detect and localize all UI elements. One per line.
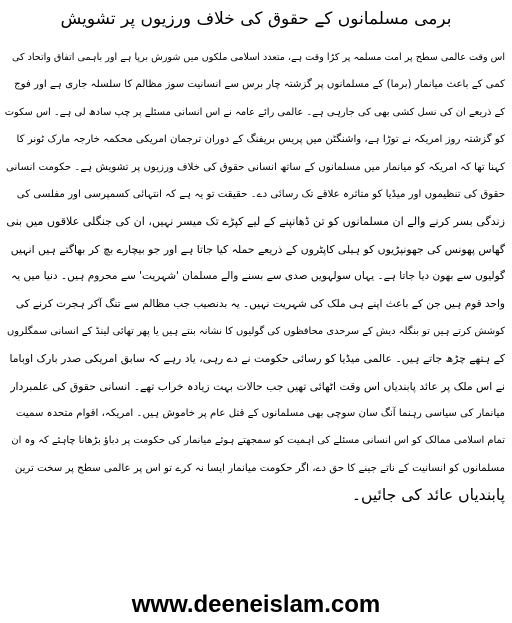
article-line: پابندیاں عائد کی جائیں۔ — [351, 486, 505, 505]
article-line: تمام اسلامی ممالک کو اس انسانی مسئلے کی اہمیت کو سمجھتے ہوئے میانمار کی حکومت پر دباؤ بڑھانا چاہئے کہ وہ ان — [11, 435, 505, 447]
article-line: کوشش کرتے ہیں تو بنگلہ دیش کے سرحدی محافظوں کی گولیوں کا نشانہ بنتے ہیں یا پھر تھائی لینڈ کے انسانی سمگلروں — [6, 325, 505, 337]
website-url: www.deeneislam.com — [131, 591, 381, 618]
article-line: مسلمانوں کو انسانیت کے ناتے جینے کا حق دے، اگر حکومت میانمار ایسا نہ کرے تو اس پر عالمی سطح پر سخت ترین — [14, 462, 505, 474]
article-line: میانمار کی سیاسی رہنما آنگ سان سوچی بھی مسلمانوں کے قتل عام پر خاموش ہیں۔ امریکہ، اقوام متحدہ سمیت — [15, 408, 505, 420]
article-line: گھاس پھونس کی جھونپڑیوں کو ہیلی کاپٹروں کے ذریعے حملہ کیا جاتا ہے اور جو بیچارے بچ کر بھاگتے ہیں انہیں — [10, 242, 505, 256]
article-line: اس وقت عالمی سطح پر امت مسلمہ پر کڑا وقت ہے، متعدد اسلامی ملکوں میں شورش برپا ہے اور باہمی اتفاق واتحاد کی — [11, 52, 505, 63]
article-line: کے ہتھے چڑھ جاتے ہیں۔ عالمی میڈیا کو رسائی حکومت نے دے رہی، یاد رہے کہ سابق امریکی صدر بارک اوباما — [9, 352, 505, 366]
article-line: کو گزشتہ روز امریکہ نے توڑا ہے، واشنگٹن میں پریس بریفنگ کے دوران ترجمان امریکی محکمہ خارجہ مارک ٹونر کا — [16, 134, 505, 146]
article-line: کے ذریعے ان کی نسل کشی بھی کی جارہی ہے۔ عالمی رائے عامہ نے اس انسانی مسئلے پر چپ سادھ لی ہے۔ اس سکوت — [5, 106, 505, 118]
article-line: کہنا تھا کہ امریکہ کو میانمار میں مسلمانوں کے ساتھ انسانی حقوق کی خلاف ورزیوں پر تشویش ہے۔ حکومت انسانی — [6, 161, 505, 173]
article-line: واحد قوم ہیں جن کے باعث اپنے ہی ملک کی شہریت نہیں۔ یہ بدنصیب جب مظالم سے تنگ آکر ہجرت کرنے کی — [15, 297, 505, 310]
article-line: گولیوں سے بھون دیا جاتا ہے۔ یہاں سولہویں صدی سے بسنے والے مسلمان 'شہریت' سے محروم ہیں۔ دنیا میں یہ — [11, 270, 505, 283]
article-line: زندگی بسر کرنے والے ان مسلمانوں کو تن ڈھانپنے کے لیے کپڑے تک میسر نہیں، ان کی جنگلی علاقوں میں بنی — [6, 215, 505, 229]
article-title: برمی مسلمانوں کے حقوق کی خلاف ورزیوں پر تشویش — [60, 9, 452, 29]
article-line: نے اس ملک پر عائد پابندیاں اس وقت اٹھائی تھیں جب حالات بہت زیادہ خراب تھے۔ انسانی حقوق کی علمبردار — [10, 379, 505, 393]
article-body — [5, 44, 505, 510]
article-line: کمی کے باعث میانمار (برما) کے مسلمانوں پر گزشتہ چار برس سے انسانیت سوز مظالم کا سلسلہ جاری ہے اور فوج — [14, 79, 505, 91]
article-line: حقوق کی تنظیموں اور میڈیا کو متاثرہ علاقے تک رسائی دے۔ حقیقت تو یہ ہے کہ انتہائی کسمپرسی اور مفلسی کی — [16, 188, 505, 200]
